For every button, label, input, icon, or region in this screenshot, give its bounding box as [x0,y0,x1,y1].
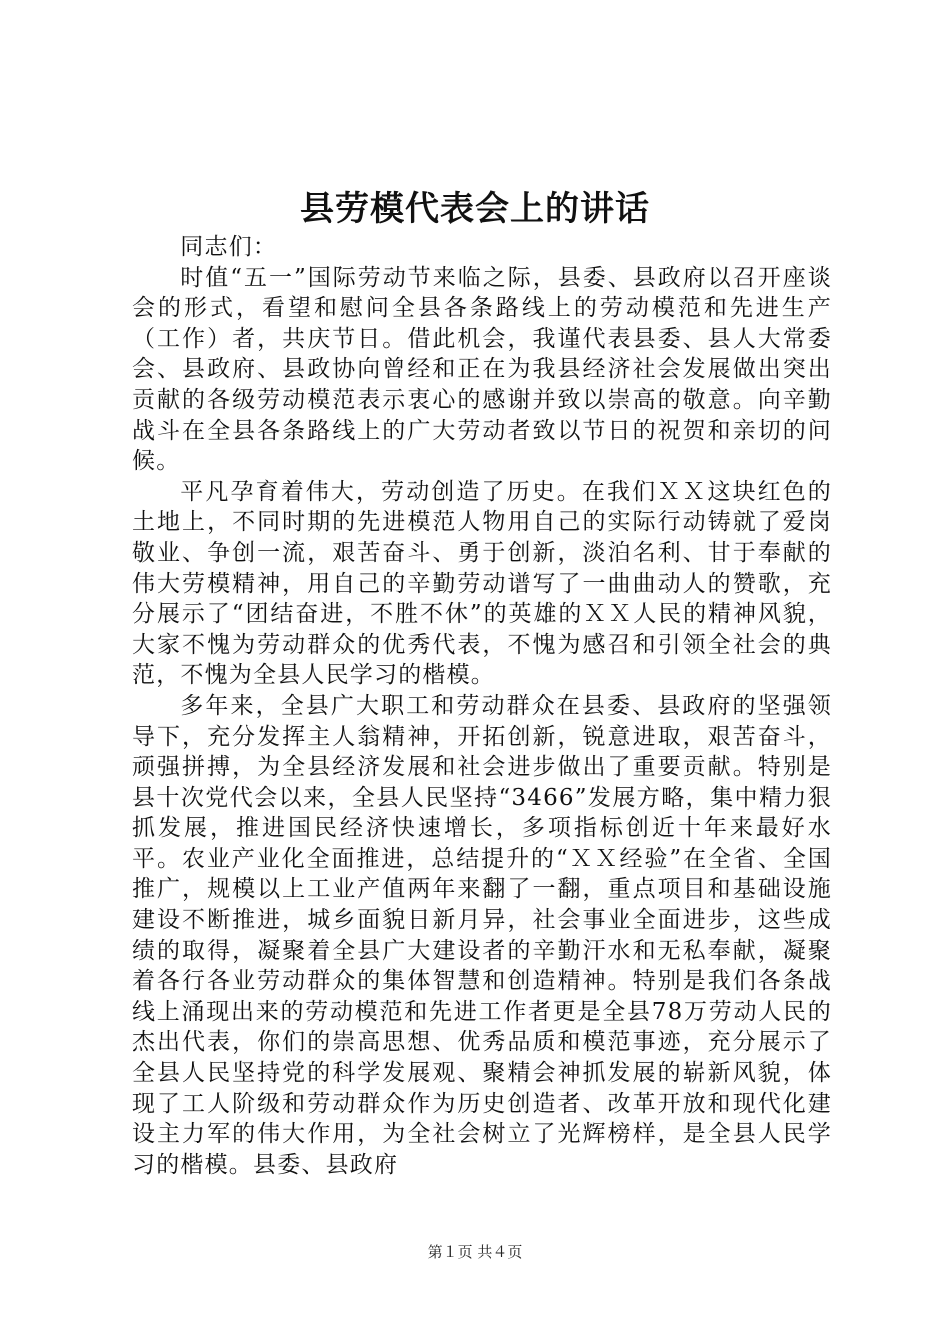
page-title: 县劳模代表会上的讲话 [300,189,650,229]
speech-body [132,232,832,1180]
paragraph: 时值“五一”国际劳动节来临之际，县委、县政府以召开座谈会的形式，看望和慰问全县各条路线上的劳动模范和先进生产（工作）者，共庆节日。借此机会，我谨代表县委、县人大常委会、县政府、县政协向曾经和正在为我县经济社会发展做出突出贡献的各级劳动模范表示衷心的感谢并致以崇高的敬意。向辛勤战斗在全县各条路线上的广大劳动者致以节日的祝贺和亲切的问候。 [132,264,832,475]
salutation: 同志们： [180,234,278,260]
paragraph: 多年来，全县广大职工和劳动群众在县委、县政府的坚强领导下，充分发挥主人翁精神，开拓创新，锐意进取，艰苦奋斗，顽强拼搏，为全县经济发展和社会进步做出了重要贡献。特别是县十次党代会以来，全县人民坚持“3466”发展方略，集中精力狠抓发展，推进国民经济快速增长，多项指标创近十年来最好水平。农业产业化全面推进，总结提升的“ＸＸ经验”在全省、全国推广，规模以上工业产值两年来翻了一翻，重点项目和基础设施建设不断推进，城乡面貌日新月异，社会事业全面进步，这些成绩的取得，凝聚着全县广大建设者的辛勤汗水和无私奉献，凝聚着各行各业劳动群众的集体智慧和创造精神。特别是我们各条战线上涌现出来的劳动模范和先进工作者更是全县78万劳动人民的杰出代表，你们的崇高思想、优秀品质和模范事迹，充分展示了全县人民坚持党的科学发展观、聚精会神抓发展的崭新风貌，体现了工人阶级和劳动群众作为历史创造者、改革开放和现代化建设主力军的伟大作用，为全社会树立了光辉榜样，是全县人民学习的楷模。县委、县政府 [132,692,832,1178]
page-number-footer: 第１页 共４页 [427,1243,523,1261]
paragraph: 平凡孕育着伟大，劳动创造了历史。在我们ＸＸ这块红色的土地上，不同时期的先进模范人物用自己的实际行动铸就了爱岗敬业、争创一流，艰苦奋斗、勇于创新，淡泊名利、甘于奉献的伟大劳模精神，用自己的辛勤劳动谱写了一曲曲动人的赞歌，充分展示了“团结奋进，不胜不休”的英雄的ＸＸ人民的精神风貌，大家不愧为劳动群众的优秀代表，不愧为感召和引领全社会的典范，不愧为全县人民学习的楷模。 [132,478,832,689]
